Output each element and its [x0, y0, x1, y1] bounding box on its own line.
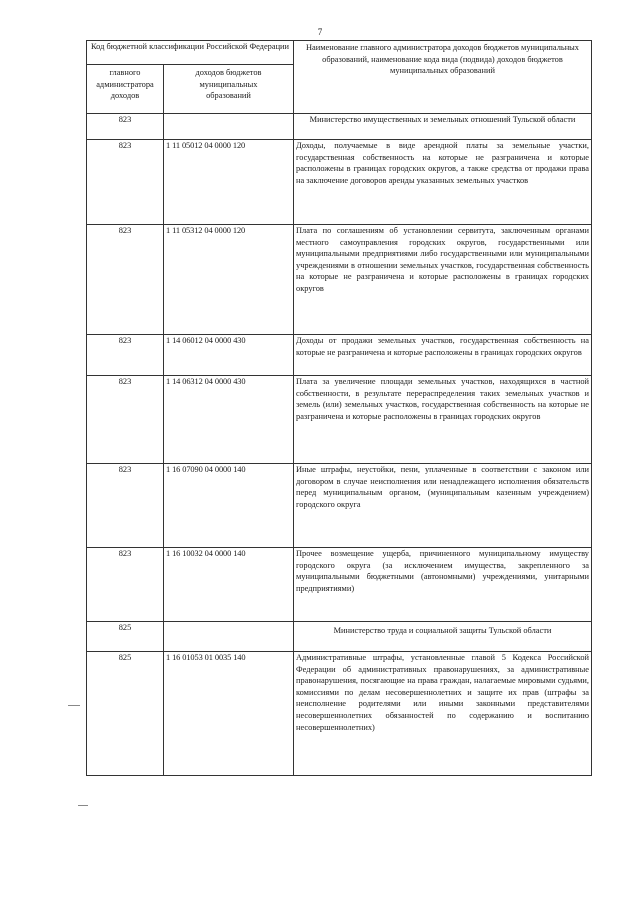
table-row	[87, 652, 592, 776]
income-name-cell: Плата по соглашениям об установлении сервитута, заключенным органами местного самоуправления городских округов, государственными или муниципальными предприятиями либо государственными или муниципальными учреждениями в отношении земельных участков, государственная собственность на которые не разграничена и которые расположены в границах городских округов	[294, 225, 592, 335]
kbk-code-cell: 1 16 01053 01 0035 140	[164, 652, 294, 776]
kbk-code-cell	[164, 622, 294, 652]
admin-code-cell: 823	[87, 548, 164, 622]
admin-code-cell: 825	[87, 652, 164, 776]
name-header-cell: Наименование главного администратора доходов бюджетов муниципальных образований, наименование кода вида (подвида) доходов бюджетов муниципальных образований	[294, 41, 592, 114]
kbk-header-cell: Код бюджетной классификации Российской Федерации	[87, 41, 294, 65]
kbk-code-cell: 1 14 06012 04 0000 430	[164, 335, 294, 376]
admin-code-cell: 823	[87, 464, 164, 548]
ministry-name-cell: Министерство труда и социальной защиты Тульской области	[294, 622, 592, 652]
table-row	[87, 376, 592, 464]
ministry-name-cell: Министерство имущественных и земельных отношений Тульской области	[294, 114, 592, 140]
income-name-cell: Плата за увеличение площади земельных участков, находящихся в частной собственности, в результате перераспределения таких земельных участков и земель (или) земельных участков, государственная собственность на которые не разграничена и которые расположены в границах городских округов	[294, 376, 592, 464]
table-row	[87, 114, 592, 140]
admin-code-cell: 823	[87, 140, 164, 225]
table-row	[87, 335, 592, 376]
kbk-code-cell: 1 11 05312 04 0000 120	[164, 225, 294, 335]
kbk-code-cell: 1 16 07090 04 0000 140	[164, 464, 294, 548]
kbk-code-cell: 1 14 06312 04 0000 430	[164, 376, 294, 464]
margin-mark	[68, 705, 80, 706]
table-row	[87, 622, 592, 652]
table-row	[87, 548, 592, 622]
admin-code-cell: 825	[87, 622, 164, 652]
income-subheader-cell: доходов бюджетов муниципальных образований	[164, 65, 294, 114]
admin-code-cell: 823	[87, 225, 164, 335]
kbk-code-cell	[164, 114, 294, 140]
income-name-cell: Прочее возмещение ущерба, причиненного муниципальному имуществу городского округа (за исключением имущества, закрепленного за муниципальными бюджетными (автономными) учреждениями, унитарными предприятиями)	[294, 548, 592, 622]
income-name-cell: Административные штрафы, установленные главой 5 Кодекса Российской Федерации об административных правонарушениях, за административные правонарушения, посягающие на права граждан, налагаемые мировыми судьями, комиссиями по делам несовершеннолетних и защите их прав (штрафы за неисполнение родителями или иными законными представителями несовершеннолетних обязанностей по содержанию и воспитанию несовершеннолетних)	[294, 652, 592, 776]
table-row	[87, 464, 592, 548]
table-row	[87, 140, 592, 225]
budget-classification-table	[86, 40, 592, 776]
admin-code-cell: 823	[87, 335, 164, 376]
kbk-code-cell: 1 16 10032 04 0000 140	[164, 548, 294, 622]
admin-subheader-cell: главного администратора доходов	[87, 65, 164, 114]
margin-mark	[78, 805, 88, 806]
page-number: 7	[317, 27, 323, 37]
kbk-code-cell: 1 11 05012 04 0000 120	[164, 140, 294, 225]
income-name-cell: Иные штрафы, неустойки, пени, уплаченные в соответствии с законом или договором в случае неисполнения или ненадлежащего исполнения обязательств перед муниципальным органом, (муниципальным казенным учреждением) городского округа	[294, 464, 592, 548]
admin-code-cell: 823	[87, 376, 164, 464]
admin-code-cell: 823	[87, 114, 164, 140]
table-row	[87, 225, 592, 335]
income-name-cell: Доходы, получаемые в виде арендной платы за земельные участки, государственная собственность на которые не разграничена и которые расположены в границах городских округов, а также средства от продажи права на заключение договоров аренды указанных земельных участков	[294, 140, 592, 225]
income-name-cell: Доходы от продажи земельных участков, государственная собственность на которые не разграничена и которые расположены в границах городских округов	[294, 335, 592, 376]
table-header-row	[87, 41, 592, 65]
